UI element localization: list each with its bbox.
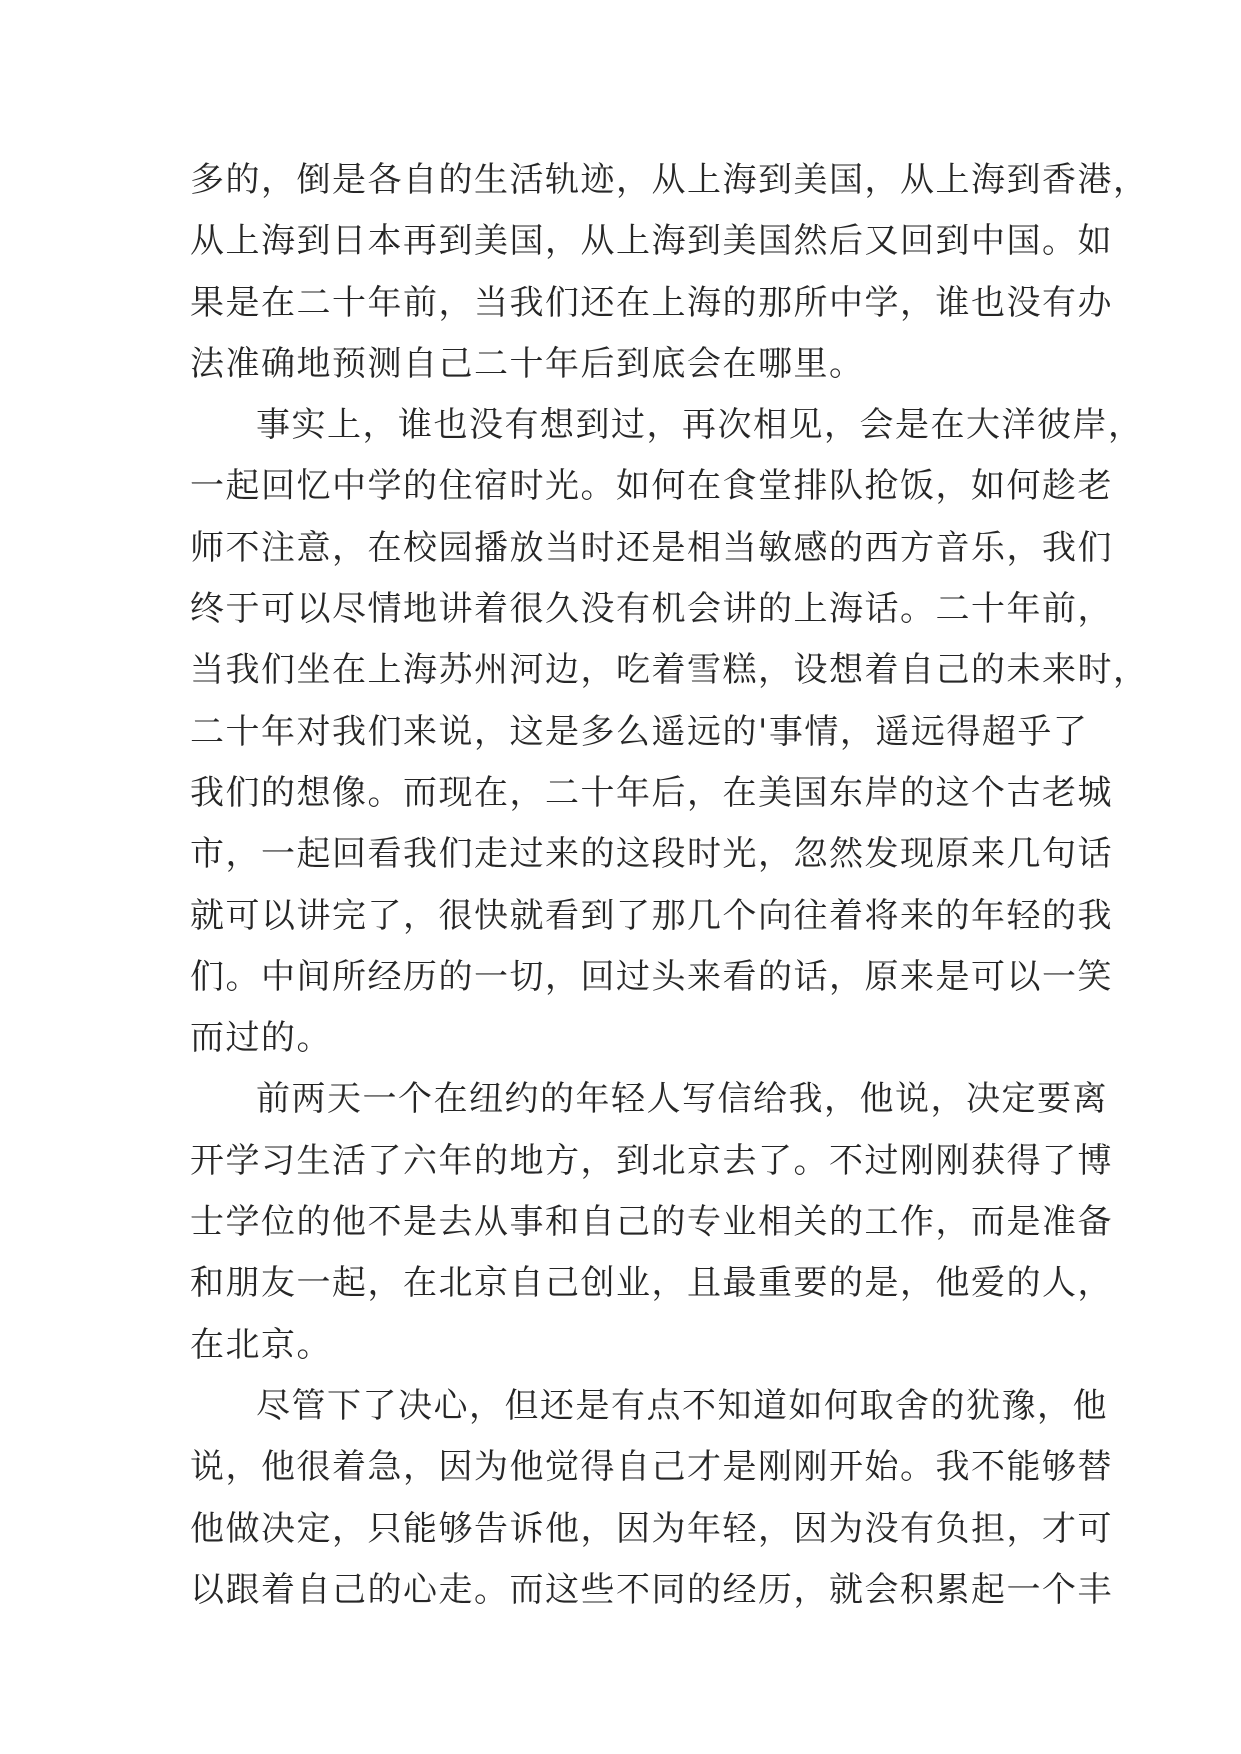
text-line: 前两天一个在纽约的年轻人写信给我，他说，决定要离 bbox=[256, 1079, 1108, 1120]
text-line: 和朋友一起，在北京自己创业，且最重要的是，他爱的人， bbox=[190, 1263, 1113, 1304]
text-line: 说，他很着急，因为他觉得自己才是刚刚开始。我不能够替 bbox=[190, 1447, 1113, 1488]
text-line: 终于可以尽情地讲着很久没有机会讲的上海话。二十年前， bbox=[190, 589, 1113, 630]
text-line: 以跟着自己的心走。而这些不同的经历，就会积累起一个丰 bbox=[190, 1569, 1113, 1610]
paragraph bbox=[190, 1376, 1113, 1621]
text-line: 开学习生活了六年的地方，到北京去了。不过刚刚获得了博 bbox=[190, 1140, 1113, 1181]
text-line: 他做决定，只能够告诉他，因为年轻，因为没有负担，才可 bbox=[190, 1508, 1113, 1549]
text-line: 法准确地预测自己二十年后到底会在哪里。 bbox=[190, 343, 865, 384]
paragraph bbox=[190, 150, 1149, 395]
text-line: 们。中间所经历的一切，回过头来看的话，原来是可以一笑 bbox=[190, 956, 1113, 997]
text-line: 在北京。 bbox=[190, 1324, 332, 1365]
text-line: 事实上，谁也没有想到过，再次相见，会是在大洋彼岸， bbox=[256, 405, 1144, 446]
text-line: 果是在二十年前，当我们还在上海的那所中学，谁也没有办 bbox=[190, 282, 1113, 323]
text-line: 而过的。 bbox=[190, 1018, 332, 1059]
text-line: 二十年对我们来说，这是多么遥远的'事情，遥远得超乎了 bbox=[190, 711, 1089, 752]
text-line: 从上海到日本再到美国，从上海到美国然后又回到中国。如 bbox=[190, 221, 1113, 262]
paragraph bbox=[190, 395, 1149, 1069]
text-line: 尽管下了决心，但还是有点不知道如何取舍的犹豫，他 bbox=[256, 1385, 1108, 1426]
text-line: 多的，倒是各自的生活轨迹，从上海到美国，从上海到香港， bbox=[190, 160, 1149, 200]
text-line: 一起回忆中学的住宿时光。如何在食堂排队抢饭，如何趁老 bbox=[190, 466, 1113, 507]
text-line: 我们的想像。而现在，二十年后，在美国东岸的这个古老城 bbox=[190, 772, 1113, 813]
text-line: 就可以讲完了，很快就看到了那几个向往着将来的年轻的我 bbox=[190, 895, 1113, 936]
text-line: 士学位的他不是去从事和自己的专业相关的工作，而是准备 bbox=[190, 1202, 1113, 1243]
text-line: 市，一起回看我们走过来的这段时光，忽然发现原来几句话 bbox=[190, 834, 1113, 875]
text-line: 师不注意，在校园播放当时还是相当敏感的西方音乐，我们 bbox=[190, 527, 1113, 568]
paragraph bbox=[190, 1069, 1113, 1375]
text-line: 当我们坐在上海苏州河边，吃着雪糕，设想着自己的未来时， bbox=[190, 650, 1149, 691]
document-body bbox=[190, 150, 1149, 1621]
